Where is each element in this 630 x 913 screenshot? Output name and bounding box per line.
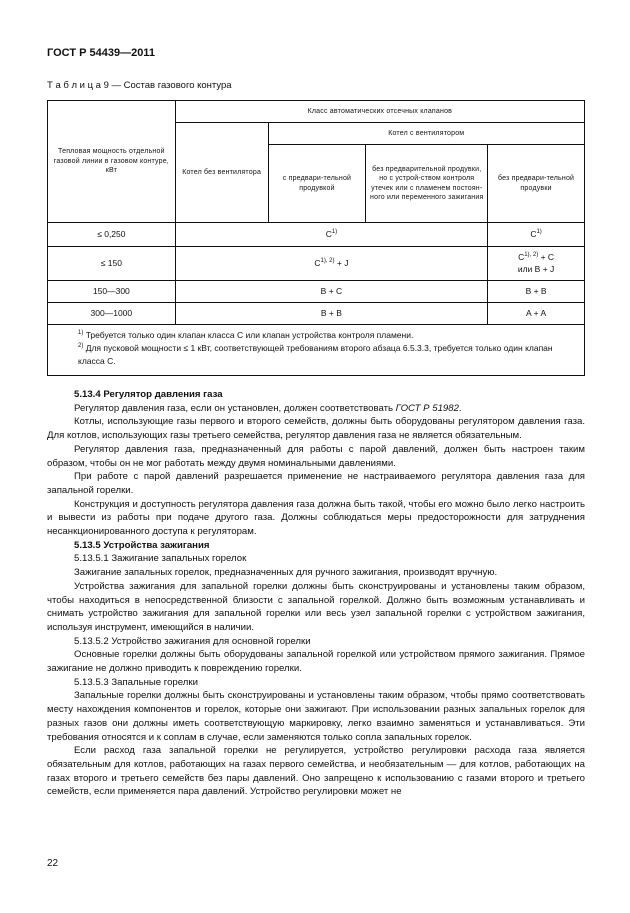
with-prepurge-header: с предвари-тельной продувкой	[268, 145, 366, 223]
paragraph: Основные горелки должны быть оборудованы запальной горелкой или устройством прямого зажигания. Прямое зажигание не должно приводить к повреждению горелки.	[47, 649, 585, 675]
paragraph: Запальные горелки должны быть сконструированы и установлены таким образом, чтобы прямо соответствовать месту нахождения компонентов и горелок, которые они зажигают. При использовании разных запальных горелок для разных газов они должны иметь соответствующую маркировку, легко взаимно заменяться и устанавливаться. Эти требования относятся и к соплам в случае, если заменяются только сопла запальных горелок.	[47, 690, 585, 743]
without-prepurge-leak-header: без предварительной продувки, но с устрой-ством контроля утечек или с пламенем постоян-ного или переменного зажигания	[366, 145, 488, 223]
table-row	[48, 247, 585, 281]
paragraph: Регулятор давления газа, если он установлен, должен соответствовать ГОСТ Р 51982.	[74, 402, 462, 414]
valve-class-cell: B + B	[175, 303, 487, 325]
subsection-title-5-13-5-3: 5.13.5.3 Запальные горелки	[74, 676, 198, 688]
valve-class-cell: B + C	[175, 281, 487, 303]
power-cell: ≤ 150	[48, 247, 176, 281]
footnote-2: $^{2)}$ Для пусковой мощности ≤ 1 кВт, соответствующей требованиям второго абзаца 6.5.3.3, требуется только один клапан класса C.	[78, 343, 553, 367]
paragraph: Устройства зажигания для запальной горелки должны быть сконструированы и установлены таким образом, чтобы находиться в непосредственной близости с запальной горелкой. Должно быть возможным устанавливать и снимать устройство зажигания для запальной горелки или весь узел запальной горелки с устройством зажигания, используя инструмент, имеющийся в наличии.	[47, 580, 585, 633]
table-row	[48, 223, 585, 247]
table-row	[48, 303, 585, 325]
table-row	[48, 281, 585, 303]
no-fan-header: Котел без вентилятора	[175, 123, 268, 223]
document-body	[47, 388, 585, 799]
document-code: ГОСТ Р 54439—2011	[47, 47, 155, 59]
paragraph: При работе с парой давлений разрешается применение не настраиваемого регулятора давления газа для запальной горелки.	[47, 471, 585, 496]
paragraph: Конструкция и доступность регулятора давления газа должна быть такой, чтобы его можно было легко настроить и вывести из работы при подаче другого газа. Должны соблюдаться меры предосторожности для затруднения несанкционированного доступа к регуляторам.	[47, 498, 585, 538]
paragraph: Если расход газа запальной горелки не регулируется, устройство регулировки расхода газа является обязательным для котлов, работающих на газах первого семейства, и необязательным — для котлов, работающих на газах второго и третьего семейств без пары давлений. Оно запрещено к использованию с газами второго и третьего семейств, если применяется пара давлений. Устройство регулировки может не	[47, 745, 585, 798]
without-prepurge-header: без предвари-тельной продувки	[488, 145, 585, 223]
gas-circuit-table	[47, 100, 585, 376]
valve-class-last-cell: $C^{1)}$	[488, 223, 585, 247]
table-caption: Т а б л и ц а 9 — Состав газового контура	[47, 80, 232, 91]
subsection-title-5-13-5-2: 5.13.5.2 Устройство зажигания для основной горелки	[74, 635, 311, 647]
valve-class-cell: $C^{1), 2)} + J$	[175, 247, 487, 281]
power-column-header: Тепловая мощность отдельной газовой линии в газовом контуре, кВт	[48, 101, 176, 223]
standard-reference: ГОСТ Р 51982	[395, 402, 459, 414]
section-title-5-13-4: 5.13.4 Регулятор давления газа	[74, 389, 223, 400]
with-fan-header: Котел с вентилятором	[268, 123, 584, 145]
power-cell: 150—300	[48, 281, 176, 303]
page-number: 22	[47, 858, 59, 869]
valve-class-cell: $C^{1)}$	[175, 223, 487, 247]
paragraph: Регулятор давления газа, предназначенный для работы с парой давлений, должен быть настроен таким образом, чтобы он не мог работать между двумя номинальными давлениями.	[47, 443, 585, 469]
power-cell: 300—1000	[48, 303, 176, 325]
power-cell: ≤ 0,250	[48, 223, 176, 247]
valve-class-header: Класс автоматических отсечных клапанов	[175, 101, 584, 123]
table-notes-row	[48, 325, 585, 376]
table-notes	[48, 325, 585, 376]
footnote-1: $^{1)}$ Требуется только один клапан класса C или клапан устройства контроля пламени.	[78, 330, 414, 340]
valve-class-last-cell: A + A	[488, 303, 585, 325]
valve-class-last-cell: $C^{1), 2)} + C$ или B + J	[488, 247, 585, 281]
paragraph: Зажигание запальных горелок, предназначенных для ручного зажигания, производят вручную.	[74, 567, 498, 579]
valve-class-last-cell: B + B	[488, 281, 585, 303]
section-title-5-13-5: 5.13.5 Устройства зажигания	[74, 539, 210, 551]
subsection-title-5-13-5-1: 5.13.5.1 Зажигание запальных горелок	[74, 553, 247, 565]
paragraph: Котлы, использующие газы первого и второго семейств, должны быть оборудованы регулятором давления газа. Для котлов, использующих газы третьего семейства, регулятор давления газа не является обязательным.	[47, 416, 585, 442]
